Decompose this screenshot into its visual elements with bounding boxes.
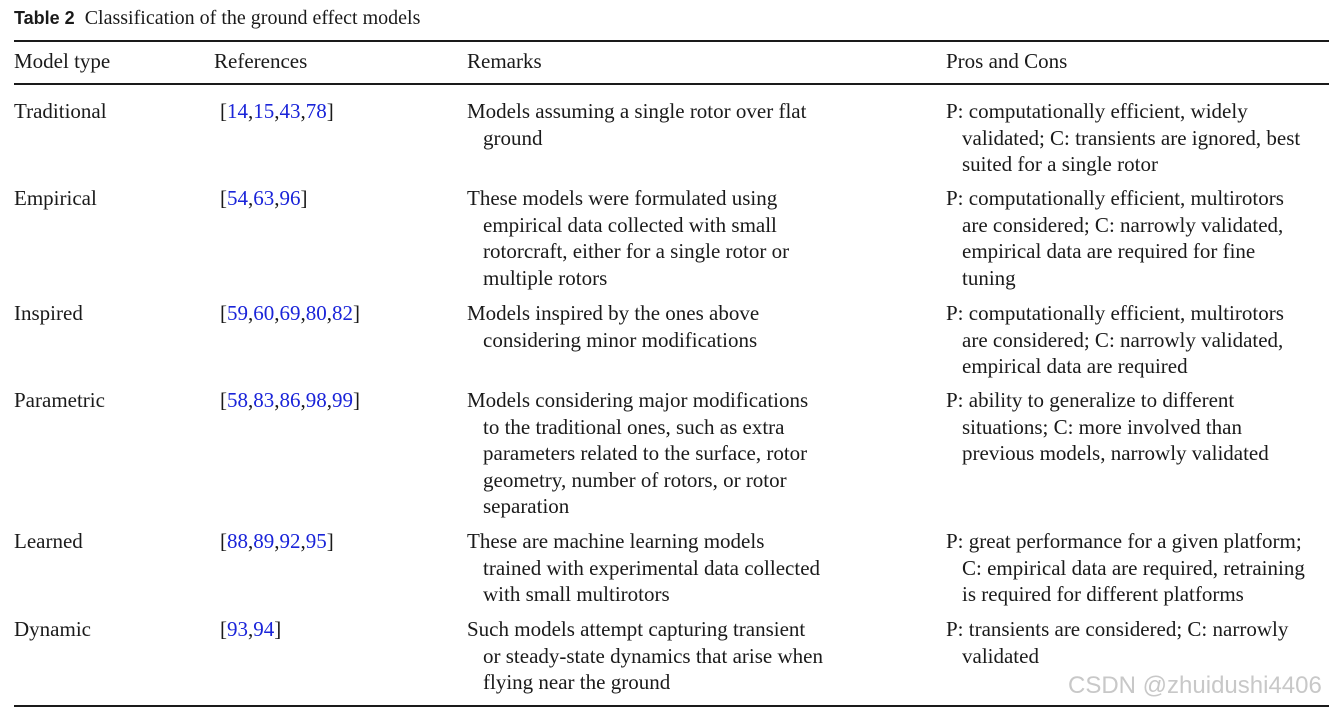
- pros-cons-line: P: transients are considered; C: narrowly: [946, 617, 1289, 641]
- pros-cons-line: validated: [962, 643, 1039, 668]
- remarks-cell: [467, 387, 808, 520]
- reference-link[interactable]: 69: [279, 301, 301, 325]
- pros-cons-line: P: computationally efficient, multirotors: [946, 301, 1284, 325]
- remarks-line: Such models attempt capturing transient: [467, 617, 806, 641]
- model-type-cell: Dynamic: [14, 617, 91, 641]
- watermark: CSDN @zhuidushi4406: [1068, 672, 1322, 699]
- remarks-line: trained with experimental data collected: [483, 555, 821, 580]
- references-cell: [54,63,96]: [220, 186, 308, 210]
- reference-link[interactable]: 95: [305, 529, 327, 553]
- remarks-line: geometry, number of rotors, or rotor: [483, 467, 787, 492]
- reference-link[interactable]: 88: [227, 529, 248, 553]
- reference-link[interactable]: 43: [279, 99, 301, 123]
- remarks-cell: [467, 300, 759, 353]
- pros-cons-line: empirical data are required for fine: [962, 239, 1256, 263]
- remarks-line: Models inspired by the ones above: [467, 301, 760, 325]
- pros-cons-line: suited for a single rotor: [962, 152, 1158, 176]
- remarks-line: with small multirotors: [483, 582, 670, 606]
- remarks-line: considering minor modifications: [483, 327, 758, 352]
- reference-link[interactable]: 78: [305, 99, 327, 123]
- reference-link[interactable]: 15: [253, 99, 275, 123]
- reference-link[interactable]: 80: [305, 301, 327, 325]
- pros-cons-line: are considered; C: narrowly validated,: [962, 212, 1284, 237]
- table-caption: [14, 6, 420, 30]
- reference-link[interactable]: 98: [305, 388, 327, 412]
- remarks-cell: [467, 98, 806, 151]
- references-cell: [58,83,86,98,99]: [220, 388, 360, 412]
- top-rule: [14, 40, 1329, 42]
- references-cell: [14,15,43,78]: [220, 99, 334, 123]
- pros-cons-line: previous models, narrowly validated: [962, 441, 1269, 465]
- reference-link[interactable]: 83: [253, 388, 275, 412]
- remarks-line: separation: [483, 494, 570, 518]
- pros-cons-line: tuning: [962, 265, 1016, 290]
- reference-link[interactable]: 94: [253, 617, 275, 641]
- model-type-cell: Empirical: [14, 186, 97, 210]
- reference-link[interactable]: 92: [279, 529, 301, 553]
- pros-cons-cell: [946, 98, 1300, 178]
- header-remarks: Remarks: [467, 49, 542, 73]
- remarks-line: flying near the ground: [483, 670, 671, 694]
- remarks-line: These are machine learning models: [467, 529, 765, 553]
- remarks-line: Models assuming a single rotor over flat: [467, 99, 807, 123]
- table-label: Table 2: [14, 8, 75, 28]
- remarks-line: to the traditional ones, such as extra: [483, 414, 785, 439]
- pros-cons-line: P: ability to generalize to different: [946, 388, 1235, 412]
- reference-link[interactable]: 86: [279, 388, 301, 412]
- reference-link[interactable]: 82: [332, 301, 353, 325]
- reference-link[interactable]: 58: [227, 388, 248, 412]
- references-cell: [88,89,92,95]: [220, 529, 334, 553]
- header-rule: [14, 83, 1329, 85]
- pros-cons-cell: [946, 185, 1284, 291]
- pros-cons-line: P: great performance for a given platform;: [946, 529, 1302, 553]
- reference-link[interactable]: 99: [332, 388, 353, 412]
- reference-link[interactable]: 14: [227, 99, 248, 123]
- pros-cons-cell: [946, 387, 1269, 467]
- references-cell: [93,94]: [220, 617, 282, 641]
- remarks-line: parameters related to the surface, rotor: [483, 441, 808, 465]
- references-cell: [59,60,69,80,82]: [220, 301, 360, 325]
- bottom-rule: [14, 705, 1329, 707]
- model-type-cell: Parametric: [14, 388, 105, 412]
- remarks-cell: [467, 185, 789, 291]
- remarks-line: empirical data collected with small: [483, 212, 777, 237]
- header-model-type: Model type: [14, 49, 111, 73]
- pros-cons-line: is required for different platforms: [962, 582, 1244, 606]
- pros-cons-cell: [946, 616, 1288, 669]
- remarks-line: Models considering major modifications: [467, 388, 809, 412]
- reference-link[interactable]: 54: [227, 186, 248, 210]
- reference-link[interactable]: 96: [279, 186, 301, 210]
- pros-cons-line: C: empirical data are required, retraining: [962, 555, 1305, 580]
- reference-link[interactable]: 63: [253, 186, 275, 210]
- table-title: Classification of the ground effect models: [84, 7, 421, 29]
- model-type-cell: Traditional: [14, 99, 107, 123]
- remarks-line: rotorcraft, either for a single rotor or: [483, 239, 790, 263]
- pros-cons-cell: [946, 300, 1284, 380]
- model-type-cell: Learned: [14, 529, 83, 553]
- reference-link[interactable]: 93: [227, 617, 248, 641]
- remarks-line: or steady-state dynamics that arise when: [483, 643, 823, 668]
- header-pros-cons: Pros and Cons: [946, 49, 1068, 73]
- remarks-cell: [467, 616, 823, 696]
- remarks-cell: [467, 528, 820, 608]
- pros-cons-line: validated; C: transients are ignored, best: [962, 125, 1301, 150]
- reference-link[interactable]: 59: [227, 301, 248, 325]
- reference-link[interactable]: 60: [253, 301, 275, 325]
- remarks-line: multiple rotors: [483, 265, 608, 290]
- header-references: References: [214, 49, 308, 73]
- reference-link[interactable]: 89: [253, 529, 275, 553]
- model-type-cell: Inspired: [14, 301, 83, 325]
- pros-cons-line: situations; C: more involved than: [962, 414, 1242, 439]
- remarks-line: These models were formulated using: [467, 186, 778, 210]
- remarks-line: ground: [483, 125, 543, 150]
- pros-cons-line: P: computationally efficient, multirotors: [946, 186, 1284, 210]
- pros-cons-line: P: computationally efficient, widely: [946, 99, 1248, 123]
- pros-cons-cell: [946, 528, 1305, 608]
- pros-cons-line: are considered; C: narrowly validated,: [962, 327, 1284, 352]
- pros-cons-line: empirical data are required: [962, 354, 1188, 378]
